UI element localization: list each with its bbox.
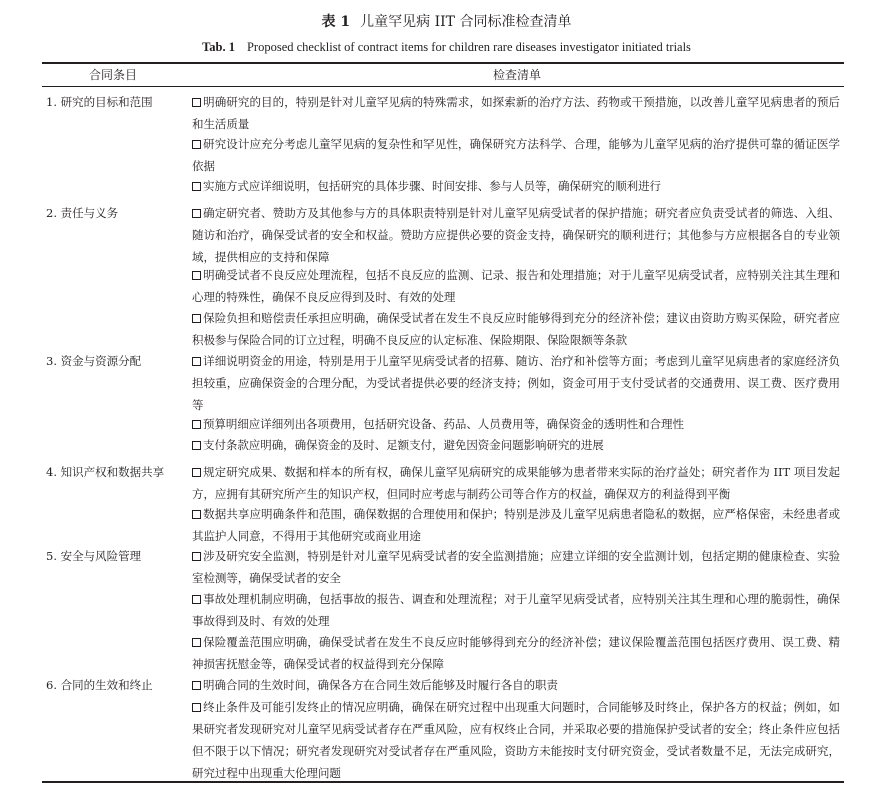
checkbox-icon (192, 552, 201, 561)
table-number-en: Tab. 1 (202, 40, 235, 54)
section-name: 1. 研究的目标和范围 (46, 95, 153, 109)
column-header-item: 合同条目 (88, 68, 137, 82)
checkbox-icon (192, 271, 201, 280)
checklist-item: 明确受试者不良反应处理流程，包括不良反应的监测、记录、报告和处理措施；对于儿童罕见病受试者，应特别关注其生理和心理的特殊性，确保不良反应得到及时、有效的处理 (192, 268, 840, 304)
checklist-item: 规定研究成果、数据和样本的所有权，确保儿童罕见病研究的成果能够为患者带来实际的治疗益处；研究者作为 IIT 项目发起方，应拥有其研究所产生的知识产权，但同时应考虑与制药公司等合作方的权益，确保双方的利益得到平衡 (192, 465, 840, 501)
section-name: 5. 安全与风险管理 (46, 549, 142, 563)
column-header-checklist: 检查清单 (492, 68, 541, 82)
table-header-rule (42, 86, 844, 87)
table-title-cn (0, 12, 893, 32)
section-name: 6. 合同的生效和终止 (46, 678, 153, 692)
checklist-item: 研究设计应充分考虑儿童罕见病的复杂性和罕见性，确保研究方法科学、合理，能够为儿童罕见病的治疗提供可靠的循证医学依据 (192, 137, 840, 173)
checkbox-icon (192, 510, 201, 519)
table-top-rule (42, 62, 844, 64)
checklist-item: 数据共享应明确条件和范围，确保数据的合理使用和保护；特别是涉及儿童罕见病患者隐私的数据，应严格保密，未经患者或其监护人同意，不得用于其他研究或商业用途 (192, 507, 840, 543)
table-title-en (0, 38, 893, 56)
checkbox-icon (192, 468, 201, 477)
checklist-item: 支付条款应明确，确保资金的及时、足额支付，避免因资金问题影响研究的进展 (192, 434, 840, 456)
checkbox-icon (192, 98, 201, 107)
section-name: 4. 知识产权和数据共享 (46, 465, 165, 479)
checkbox-icon (192, 182, 201, 191)
checkbox-icon (192, 314, 201, 323)
checkbox-icon (192, 140, 201, 149)
checkbox-icon (192, 357, 201, 366)
checklist-item: 明确合同的生效时间，确保各方在合同生效后能够及时履行各自的职责 (192, 674, 840, 696)
checklist-item: 预算明细应详细列出各项费用，包括研究设备、药品、人员费用等，确保资金的透明性和合理性 (192, 413, 840, 435)
checklist-item: 保险覆盖范围应明确，确保受试者在发生不良反应时能够得到充分的经济补偿；建议保险覆盖范围包括医疗费用、误工费、精神损害抚慰金等，确保受试者的权益得到充分保障 (192, 635, 840, 671)
checklist-item: 保险负担和赔偿责任承担应明确，确保受试者在发生不良反应时能够得到充分的经济补偿；建议由资助方购买保险，研究者应积极参与保险合同的订立过程，明确不良反应的认定标准、保险期限、保险限额等条款 (192, 311, 840, 347)
checklist-item: 事故处理机制应明确，包括事故的报告、调查和处理流程；对于儿童罕见病受试者，应特别关注其生理和心理的脆弱性，确保事故得到及时、有效的处理 (192, 592, 840, 628)
checkbox-icon (192, 209, 201, 218)
table-title-cn-text: 儿童罕见病 IIT 合同标准检查清单 (360, 14, 572, 30)
section-name: 3. 资金与资源分配 (46, 354, 142, 368)
checklist-item: 实施方式应详细说明，包括研究的具体步骤、时间安排、参与人员等，确保研究的顺利进行 (192, 175, 840, 197)
checkbox-icon (192, 441, 201, 450)
table-number-cn: 表 1 (321, 14, 351, 30)
table-bottom-rule (42, 781, 844, 783)
checklist-item: 终止条件及可能引发终止的情况应明确，确保在研究过程中出现重大问题时，合同能够及时终止，保护各方的权益；例如，如果研究者发现研究对儿童罕见病受试者存在严重风险，应有权终止合同，并采取必要的措施保护受试者的安全；终止条件应包括但不限于以下情况；研究者发现研究对受试者存在严重风险，资助方未能按时支付研究资金，受试者数量不足，无法完成研究，研究过程中出现重大伦理问题 (192, 700, 840, 780)
checklist-item: 涉及研究安全监测，特别是针对儿童罕见病受试者的安全监测措施；应建立详细的安全监测计划，包括定期的健康检查、实验室检测等，确保受试者的安全 (192, 549, 840, 585)
checkbox-icon (192, 420, 201, 429)
checklist-item: 明确研究的目的，特别是针对儿童罕见病的特殊需求，如探索新的治疗方法、药物或干预措施，以改善儿童罕见病患者的预后和生活质量 (192, 95, 840, 131)
checkbox-icon (192, 595, 201, 604)
table-title-en-text: Proposed checklist of contract items for children rare diseases investigator initiated trials (246, 40, 691, 54)
checkbox-icon (192, 638, 201, 647)
checkbox-icon (192, 681, 201, 690)
section-name: 2. 责任与义务 (46, 206, 119, 220)
checklist-item: 详细说明资金的用途，特别是用于儿童罕见病受试者的招募、随访、治疗和补偿等方面；考虑到儿童罕见病患者的家庭经济负担较重，应确保资金的合理分配，为受试者提供必要的经济支持；例如，资金可用于支付受试者的交通费用、误工费、医疗费用等 (192, 354, 840, 412)
checkbox-icon (192, 703, 201, 712)
checklist-item: 确定研究者、赞助方及其他参与方的具体职责特别是针对儿童罕见病受试者的保护措施；研究者应负责受试者的筛选、入组、随访和治疗，确保受试者的安全和权益。赞助方应提供必要的资金支持，确保研究的顺利进行；其他参与方应根据各自的专业领域，提供相应的支持和保障 (192, 206, 840, 264)
